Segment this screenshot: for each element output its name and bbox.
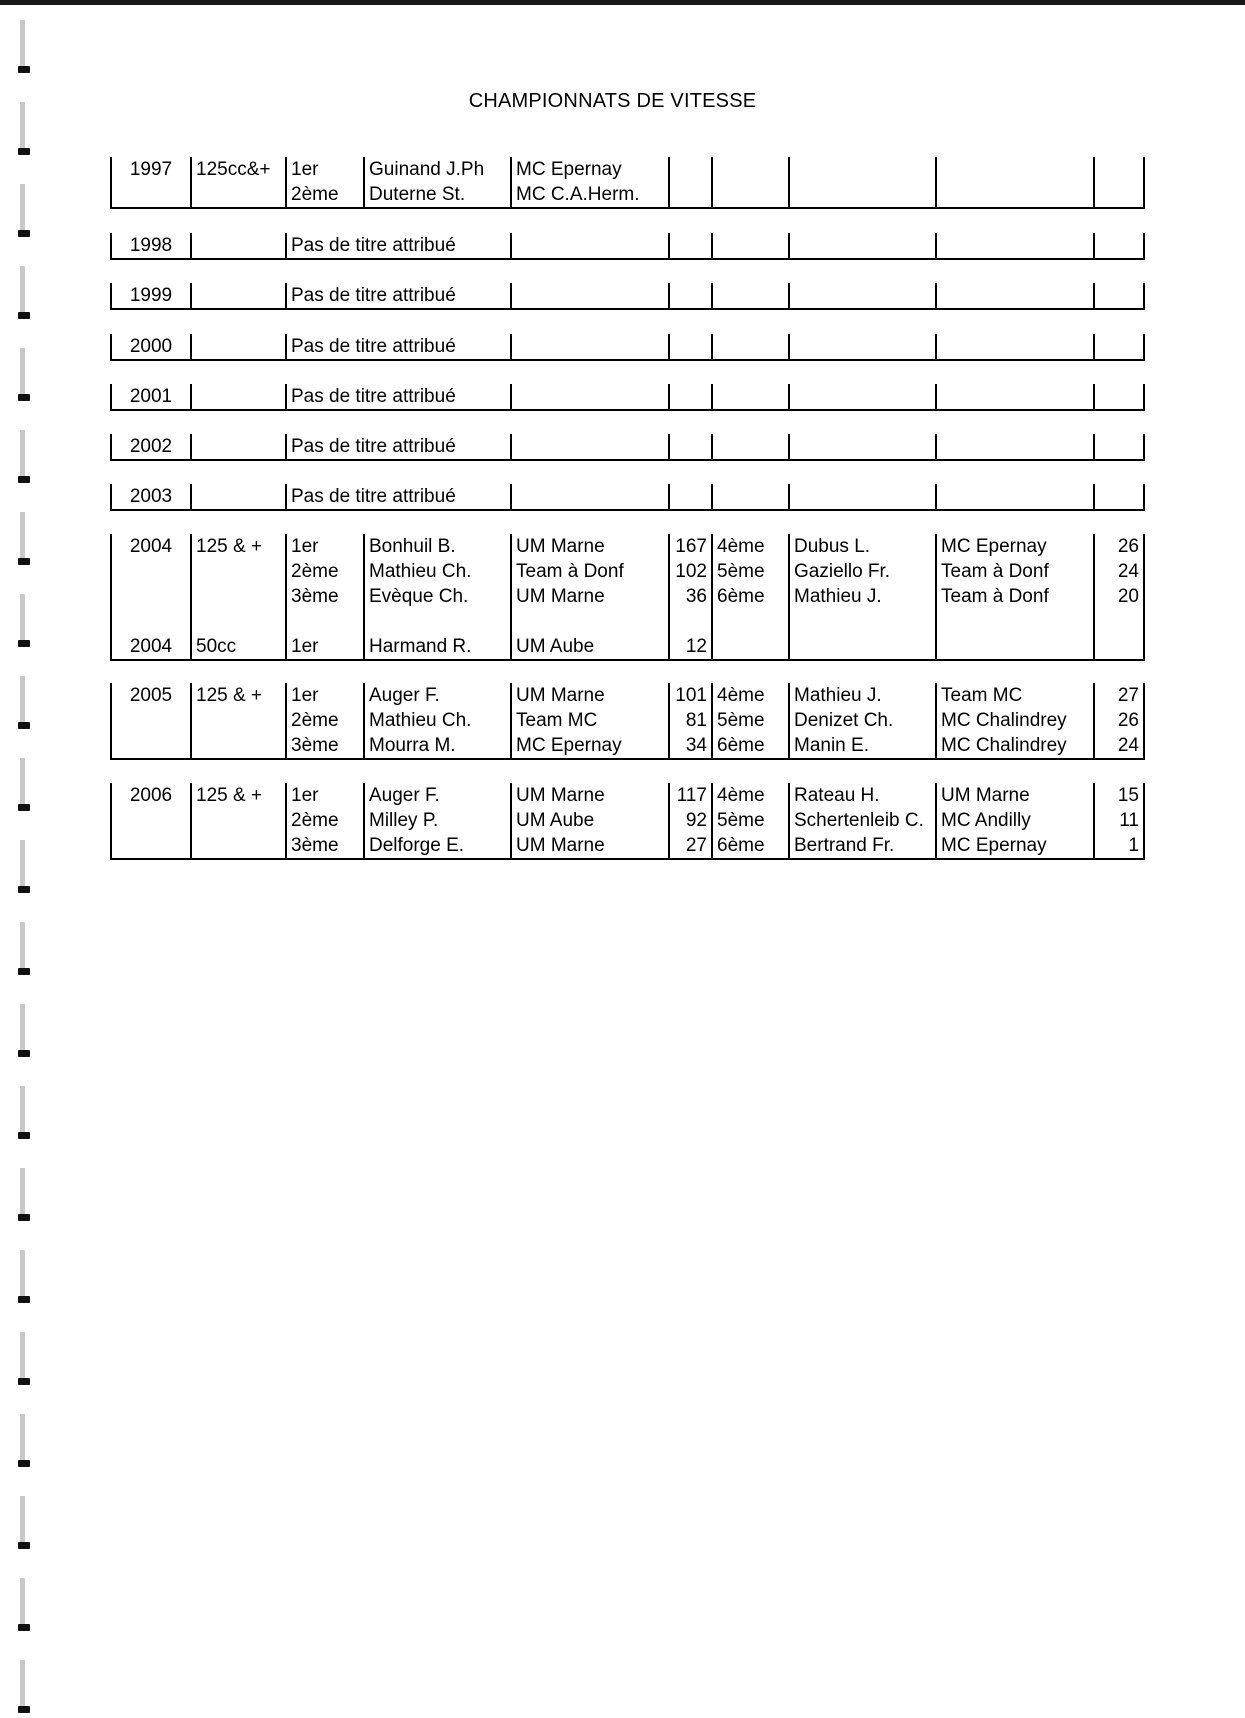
cell-year: 2002 — [111, 434, 191, 460]
result-row — [111, 384, 1144, 410]
cell-club — [511, 233, 669, 259]
cell-club — [511, 484, 669, 510]
cell-position-2: 5ème — [712, 708, 789, 733]
year-block — [110, 534, 1145, 661]
result-row — [111, 534, 1144, 559]
cell-club: MC Epernay — [511, 157, 669, 182]
cell-position: 1er — [286, 157, 364, 182]
cell-points — [669, 609, 712, 634]
cell-position — [286, 609, 364, 634]
result-row — [111, 683, 1144, 708]
result-row — [111, 783, 1144, 808]
year-block — [110, 283, 1145, 310]
cell-year — [111, 708, 191, 733]
cell-position-2: 6ème — [712, 833, 789, 859]
page-title: CHAMPIONNATS DE VITESSE — [468, 90, 757, 112]
cell-rider: Harmand R. — [364, 634, 511, 660]
cell-club: MC Epernay — [511, 733, 669, 759]
cell-points-2: 11 — [1094, 808, 1144, 833]
cell-club: Team MC — [511, 708, 669, 733]
cell-category — [191, 334, 286, 360]
cell-position: 1er — [286, 534, 364, 559]
cell-points-2 — [1094, 634, 1144, 660]
binder-ring — [14, 20, 32, 78]
cell-points-2: 1 — [1094, 833, 1144, 859]
cell-position-2 — [712, 609, 789, 634]
cell-rider-2 — [789, 434, 936, 460]
cell-rider: Mathieu Ch. — [364, 559, 511, 584]
cell-category — [191, 584, 286, 609]
cell-points — [669, 182, 712, 208]
cell-rider-2 — [789, 484, 936, 510]
cell-year — [111, 559, 191, 584]
year-block — [110, 484, 1145, 511]
result-row — [111, 833, 1144, 859]
cell-points — [669, 434, 712, 460]
cell-category: 125 & + — [191, 783, 286, 808]
binder-ring — [14, 430, 32, 488]
cell-year: 2001 — [111, 384, 191, 410]
cell-category — [191, 559, 286, 584]
cell-rider: Evèque Ch. — [364, 584, 511, 609]
binder-ring — [14, 1332, 32, 1390]
result-row — [111, 634, 1144, 660]
cell-club: Team à Donf — [511, 559, 669, 584]
cell-position-2: 4ème — [712, 534, 789, 559]
cell-position: 3ème — [286, 833, 364, 859]
cell-points — [669, 233, 712, 259]
cell-club-2: UM Marne — [936, 783, 1094, 808]
cell-position: Pas de titre attribué — [286, 484, 511, 510]
cell-points: 36 — [669, 584, 712, 609]
year-block — [110, 783, 1145, 860]
result-row — [111, 157, 1144, 182]
cell-club: UM Marne — [511, 833, 669, 859]
cell-rider-2: Rateau H. — [789, 783, 936, 808]
cell-club-2: Team MC — [936, 683, 1094, 708]
cell-category — [191, 808, 286, 833]
cell-club — [511, 283, 669, 309]
binder-rings — [14, 0, 44, 1718]
cell-position: 2ème — [286, 559, 364, 584]
cell-points-2 — [1094, 233, 1144, 259]
cell-rider: Mathieu Ch. — [364, 708, 511, 733]
binder-ring — [14, 512, 32, 570]
binder-ring — [14, 594, 32, 652]
cell-points: 117 — [669, 783, 712, 808]
cell-rider-2 — [789, 157, 936, 182]
result-row — [111, 733, 1144, 759]
result-row — [111, 434, 1144, 460]
top-border-line — [0, 0, 1245, 5]
cell-points: 27 — [669, 833, 712, 859]
cell-points: 92 — [669, 808, 712, 833]
binder-ring — [14, 840, 32, 898]
cell-club-2: MC Epernay — [936, 833, 1094, 859]
cell-club-2 — [936, 484, 1094, 510]
cell-points: 101 — [669, 683, 712, 708]
result-row — [111, 584, 1144, 609]
cell-points-2: 20 — [1094, 584, 1144, 609]
cell-club-2: MC Chalindrey — [936, 733, 1094, 759]
cell-rider: Auger F. — [364, 783, 511, 808]
binder-ring — [14, 348, 32, 406]
cell-rider-2: Denizet Ch. — [789, 708, 936, 733]
cell-club-2 — [936, 434, 1094, 460]
binder-ring — [14, 1004, 32, 1062]
cell-club — [511, 384, 669, 410]
cell-position: 3ème — [286, 584, 364, 609]
binder-ring — [14, 102, 32, 160]
year-block — [110, 434, 1145, 461]
cell-year: 2004 — [111, 534, 191, 559]
cell-category — [191, 833, 286, 859]
cell-category — [191, 283, 286, 309]
cell-year: 2003 — [111, 484, 191, 510]
cell-position: Pas de titre attribué — [286, 283, 511, 309]
cell-year: 2000 — [111, 334, 191, 360]
cell-club-2 — [936, 182, 1094, 208]
cell-year — [111, 609, 191, 634]
cell-rider: Delforge E. — [364, 833, 511, 859]
binder-ring — [14, 758, 32, 816]
cell-points — [669, 283, 712, 309]
cell-rider-2 — [789, 634, 936, 660]
cell-position: 2ème — [286, 182, 364, 208]
cell-year: 2005 — [111, 683, 191, 708]
cell-rider-2: Gaziello Fr. — [789, 559, 936, 584]
cell-rider-2: Dubus L. — [789, 534, 936, 559]
cell-rider: Mourra M. — [364, 733, 511, 759]
cell-position: 2ème — [286, 808, 364, 833]
cell-position-2: 5ème — [712, 559, 789, 584]
cell-points-2 — [1094, 609, 1144, 634]
cell-position: 2ème — [286, 708, 364, 733]
cell-rider-2: Mathieu J. — [789, 584, 936, 609]
cell-points-2: 26 — [1094, 708, 1144, 733]
cell-points-2: 24 — [1094, 733, 1144, 759]
binder-ring — [14, 922, 32, 980]
cell-club — [511, 609, 669, 634]
cell-points-2: 15 — [1094, 783, 1144, 808]
cell-position: 1er — [286, 683, 364, 708]
cell-points — [669, 334, 712, 360]
cell-club: UM Marne — [511, 534, 669, 559]
cell-rider: Bonhuil B. — [364, 534, 511, 559]
cell-club: UM Aube — [511, 808, 669, 833]
binder-ring — [14, 1496, 32, 1554]
binder-ring — [14, 1250, 32, 1308]
result-row — [111, 708, 1144, 733]
cell-club-2: Team à Donf — [936, 559, 1094, 584]
cell-year — [111, 584, 191, 609]
cell-rider: Auger F. — [364, 683, 511, 708]
cell-category — [191, 733, 286, 759]
cell-year: 2004 — [111, 634, 191, 660]
cell-position-2 — [712, 283, 789, 309]
cell-points: 167 — [669, 534, 712, 559]
cell-rider: Guinand J.Ph — [364, 157, 511, 182]
cell-position-2: 4ème — [712, 683, 789, 708]
cell-year — [111, 733, 191, 759]
cell-club-2 — [936, 334, 1094, 360]
cell-position: 1er — [286, 783, 364, 808]
cell-category — [191, 609, 286, 634]
cell-club: UM Marne — [511, 683, 669, 708]
cell-points — [669, 157, 712, 182]
cell-position: 1er — [286, 634, 364, 660]
cell-category — [191, 484, 286, 510]
cell-position-2: 6ème — [712, 584, 789, 609]
cell-rider: Milley P. — [364, 808, 511, 833]
cell-category: 125 & + — [191, 683, 286, 708]
cell-rider-2 — [789, 334, 936, 360]
cell-position: Pas de titre attribué — [286, 334, 511, 360]
cell-club-2: MC Andilly — [936, 808, 1094, 833]
cell-points-2 — [1094, 434, 1144, 460]
cell-points-2 — [1094, 283, 1144, 309]
cell-year: 2006 — [111, 783, 191, 808]
cell-points: 81 — [669, 708, 712, 733]
result-row — [111, 808, 1144, 833]
cell-points: 12 — [669, 634, 712, 660]
cell-position-2: 5ème — [712, 808, 789, 833]
cell-rider: Duterne St. — [364, 182, 511, 208]
binder-ring — [14, 1660, 32, 1718]
cell-category — [191, 233, 286, 259]
cell-category — [191, 182, 286, 208]
cell-position-2: 6ème — [712, 733, 789, 759]
cell-points-2 — [1094, 484, 1144, 510]
result-row — [111, 233, 1144, 259]
cell-rider-2 — [789, 283, 936, 309]
binder-ring — [14, 1086, 32, 1144]
cell-club-2: MC Chalindrey — [936, 708, 1094, 733]
result-row — [111, 182, 1144, 208]
cell-points: 102 — [669, 559, 712, 584]
year-block — [110, 334, 1145, 361]
cell-rider-2 — [789, 233, 936, 259]
cell-category — [191, 384, 286, 410]
result-row — [111, 334, 1144, 360]
cell-club-2 — [936, 634, 1094, 660]
cell-rider-2 — [789, 609, 936, 634]
cell-position-2 — [712, 484, 789, 510]
cell-points-2 — [1094, 157, 1144, 182]
cell-points: 34 — [669, 733, 712, 759]
cell-club-2 — [936, 157, 1094, 182]
cell-position-2 — [712, 634, 789, 660]
result-row — [111, 559, 1144, 584]
result-row — [111, 484, 1144, 510]
cell-club-2: MC Epernay — [936, 534, 1094, 559]
cell-category — [191, 434, 286, 460]
cell-position-2 — [712, 182, 789, 208]
cell-points — [669, 384, 712, 410]
cell-points-2: 26 — [1094, 534, 1144, 559]
result-row — [111, 609, 1144, 634]
cell-year — [111, 182, 191, 208]
cell-position-2 — [712, 334, 789, 360]
cell-year — [111, 808, 191, 833]
year-block — [110, 384, 1145, 411]
cell-category — [191, 708, 286, 733]
cell-club: MC C.A.Herm. — [511, 182, 669, 208]
binder-ring — [14, 676, 32, 734]
cell-rider — [364, 609, 511, 634]
result-row — [111, 283, 1144, 309]
cell-club: UM Aube — [511, 634, 669, 660]
cell-position: Pas de titre attribué — [286, 233, 511, 259]
binder-ring — [14, 184, 32, 242]
cell-position-2 — [712, 233, 789, 259]
cell-club: UM Marne — [511, 783, 669, 808]
cell-club-2 — [936, 609, 1094, 634]
cell-rider-2: Mathieu J. — [789, 683, 936, 708]
cell-position: Pas de titre attribué — [286, 434, 511, 460]
cell-position: Pas de titre attribué — [286, 384, 511, 410]
binder-ring — [14, 266, 32, 324]
cell-year: 1998 — [111, 233, 191, 259]
cell-position-2: 4ème — [712, 783, 789, 808]
cell-points-2: 27 — [1094, 683, 1144, 708]
binder-ring — [14, 1414, 32, 1472]
cell-category: 50cc — [191, 634, 286, 660]
cell-club-2 — [936, 233, 1094, 259]
cell-club-2 — [936, 283, 1094, 309]
cell-points-2 — [1094, 384, 1144, 410]
year-block — [110, 233, 1145, 260]
cell-position-2 — [712, 434, 789, 460]
binder-ring — [14, 1168, 32, 1226]
cell-rider-2: Manin E. — [789, 733, 936, 759]
cell-points — [669, 484, 712, 510]
cell-club-2 — [936, 384, 1094, 410]
cell-points-2 — [1094, 182, 1144, 208]
cell-year — [111, 833, 191, 859]
cell-category: 125 & + — [191, 534, 286, 559]
binder-ring — [14, 1578, 32, 1636]
year-block — [110, 157, 1145, 209]
cell-position: 3ème — [286, 733, 364, 759]
cell-club-2: Team à Donf — [936, 584, 1094, 609]
cell-rider-2: Schertenleib C. — [789, 808, 936, 833]
cell-position-2 — [712, 384, 789, 410]
cell-position-2 — [712, 157, 789, 182]
cell-rider-2: Bertrand Fr. — [789, 833, 936, 859]
cell-club — [511, 434, 669, 460]
cell-year: 1997 — [111, 157, 191, 182]
cell-category: 125cc&+ — [191, 157, 286, 182]
cell-rider-2 — [789, 182, 936, 208]
cell-year: 1999 — [111, 283, 191, 309]
cell-points-2: 24 — [1094, 559, 1144, 584]
cell-rider-2 — [789, 384, 936, 410]
cell-club — [511, 334, 669, 360]
cell-club: UM Marne — [511, 584, 669, 609]
cell-points-2 — [1094, 334, 1144, 360]
year-block — [110, 683, 1145, 760]
